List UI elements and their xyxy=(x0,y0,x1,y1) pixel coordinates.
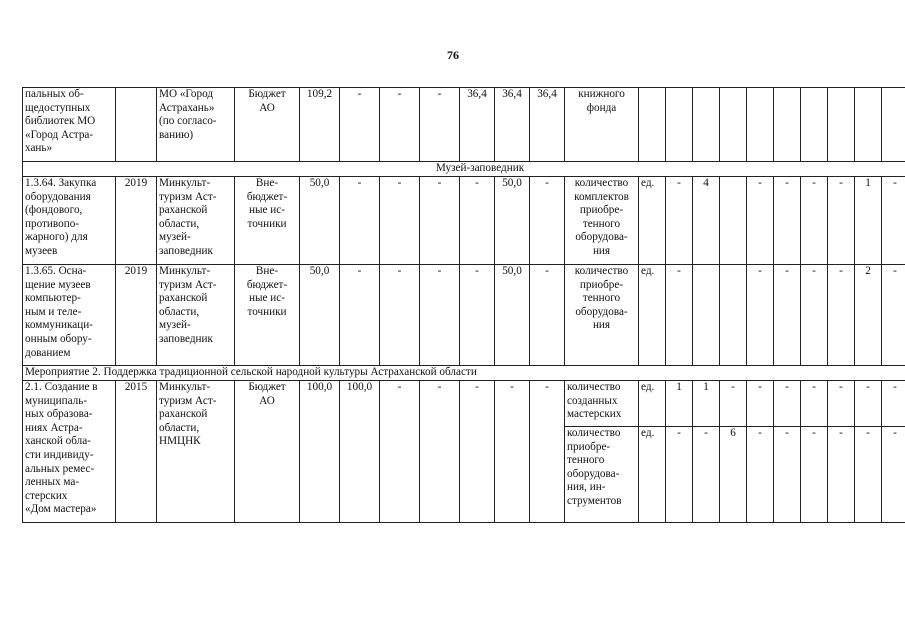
section-measure-2: Мероприятие 2. Поддержка традиционной сельской народной культуры Астраханской области xyxy=(23,366,905,381)
target-cell: 1 xyxy=(666,381,693,427)
value-cell: - xyxy=(460,265,495,366)
target-cell: - xyxy=(774,265,801,366)
target-cell: - xyxy=(882,265,905,366)
target-cell: - xyxy=(666,177,693,265)
target-cell: - xyxy=(747,381,774,427)
value-cell: 50,0 xyxy=(300,265,340,366)
executor-cell: Минкульт- туризм Аст- раханской области, НМЦНК xyxy=(157,381,235,523)
table-row xyxy=(23,265,905,366)
target-cell xyxy=(720,88,747,162)
measure-name-cell: пальных об- щедоступных библиотек МО «Город Астра- хань» xyxy=(23,88,116,162)
value-cell: - xyxy=(460,177,495,265)
target-cell: - xyxy=(882,177,905,265)
page-number: 76 xyxy=(447,48,459,62)
target-cell xyxy=(720,177,747,265)
target-cell xyxy=(747,88,774,162)
year-cell: 2019 xyxy=(116,265,157,366)
program-table xyxy=(22,87,905,523)
target-cell: - xyxy=(774,427,801,523)
target-cell: - xyxy=(801,381,828,427)
value-cell: - xyxy=(420,381,460,523)
source-cell: Вне- бюджет- ные ис- точники xyxy=(235,177,300,265)
target-cell: - xyxy=(801,427,828,523)
measure-name-cell: 2.1. Создание в муниципаль- ных образова- ниях Астра- ханской обла- сти индивиду- альных ремес- ленных ма- стерских «Дом мастера» xyxy=(23,381,116,523)
target-cell: - xyxy=(855,381,882,427)
target-cell: - xyxy=(720,381,747,427)
table-row xyxy=(23,177,905,265)
value-cell: - xyxy=(420,265,460,366)
value-cell: 50,0 xyxy=(300,177,340,265)
target-cell xyxy=(801,88,828,162)
target-cell xyxy=(774,88,801,162)
executor-cell: Минкульт- туризм Аст- раханской области, музей- заповедник xyxy=(157,177,235,265)
indicator-cell: книжного фонда xyxy=(565,88,639,162)
executor-cell: МО «Город Астрахань» (по согласо- ванию) xyxy=(157,88,235,162)
measure-name-cell: 1.3.65. Осна- щение музеев компьютер- ным и теле- коммуникаци- онным обору- дованием xyxy=(23,265,116,366)
target-cell: 1 xyxy=(855,177,882,265)
value-cell: 109,2 xyxy=(300,88,340,162)
section-row xyxy=(23,366,905,381)
target-cell xyxy=(828,88,855,162)
target-cell: - xyxy=(882,427,905,523)
target-cell: - xyxy=(747,427,774,523)
source-cell: Бюджет АО xyxy=(235,381,300,523)
value-cell: - xyxy=(340,265,380,366)
value-cell: - xyxy=(420,88,460,162)
unit-cell xyxy=(639,88,666,162)
table-row xyxy=(23,88,905,162)
value-cell: - xyxy=(340,177,380,265)
value-cell: 100,0 xyxy=(300,381,340,523)
section-museum: Музей-заповедник xyxy=(23,162,905,177)
target-cell: 1 xyxy=(693,381,720,427)
value-cell: - xyxy=(495,381,530,523)
value-cell: - xyxy=(530,265,565,366)
target-cell xyxy=(720,265,747,366)
unit-cell: ед. xyxy=(639,177,666,265)
target-cell: 2 xyxy=(855,265,882,366)
target-cell: - xyxy=(828,381,855,427)
table-row xyxy=(23,381,905,427)
target-cell: - xyxy=(747,265,774,366)
target-cell: - xyxy=(666,265,693,366)
target-cell xyxy=(693,88,720,162)
target-cell: - xyxy=(828,177,855,265)
target-cell: - xyxy=(693,427,720,523)
value-cell: 36,4 xyxy=(530,88,565,162)
value-cell: - xyxy=(380,265,420,366)
measure-name-cell: 1.3.64. Закупка оборудования (фондового, противопо- жарного) для музеев xyxy=(23,177,116,265)
value-cell: - xyxy=(460,381,495,523)
target-cell xyxy=(693,265,720,366)
target-cell xyxy=(855,88,882,162)
year-cell: 2019 xyxy=(116,177,157,265)
source-cell: Вне- бюджет- ные ис- точники xyxy=(235,265,300,366)
target-cell: 6 xyxy=(720,427,747,523)
value-cell: - xyxy=(530,381,565,523)
indicator-cell: количество приобре- тенного оборудова- ния xyxy=(565,265,639,366)
target-cell: - xyxy=(774,177,801,265)
target-cell: - xyxy=(855,427,882,523)
target-cell: - xyxy=(882,381,905,427)
target-cell: - xyxy=(828,265,855,366)
target-cell: - xyxy=(801,265,828,366)
value-cell: - xyxy=(530,177,565,265)
target-cell: - xyxy=(666,427,693,523)
year-cell: 2015 xyxy=(116,381,157,523)
indicator-cell: количество комплектов приобре- тенного оборудова- ния xyxy=(565,177,639,265)
value-cell: - xyxy=(380,177,420,265)
value-cell: 50,0 xyxy=(495,265,530,366)
value-cell: - xyxy=(380,381,420,523)
target-cell: 4 xyxy=(693,177,720,265)
target-cell: - xyxy=(747,177,774,265)
target-cell: - xyxy=(801,177,828,265)
executor-cell: Минкульт- туризм Аст- раханской области, музей- заповедник xyxy=(157,265,235,366)
target-cell: - xyxy=(828,427,855,523)
source-cell: Бюджет АО xyxy=(235,88,300,162)
value-cell: - xyxy=(340,88,380,162)
unit-cell: ед. xyxy=(639,427,666,523)
value-cell: 50,0 xyxy=(495,177,530,265)
target-cell xyxy=(882,88,905,162)
target-cell xyxy=(666,88,693,162)
value-cell: 36,4 xyxy=(460,88,495,162)
unit-cell: ед. xyxy=(639,265,666,366)
year-cell xyxy=(116,88,157,162)
value-cell: 100,0 xyxy=(340,381,380,523)
indicator-cell: количество созданных мастерских xyxy=(565,381,639,427)
value-cell: 36,4 xyxy=(495,88,530,162)
indicator-cell: количество приобре- тенного оборудова- ния, ин- струментов xyxy=(565,427,639,523)
target-cell: - xyxy=(774,381,801,427)
unit-cell: ед. xyxy=(639,381,666,427)
value-cell: - xyxy=(380,88,420,162)
section-row xyxy=(23,162,905,177)
value-cell: - xyxy=(420,177,460,265)
